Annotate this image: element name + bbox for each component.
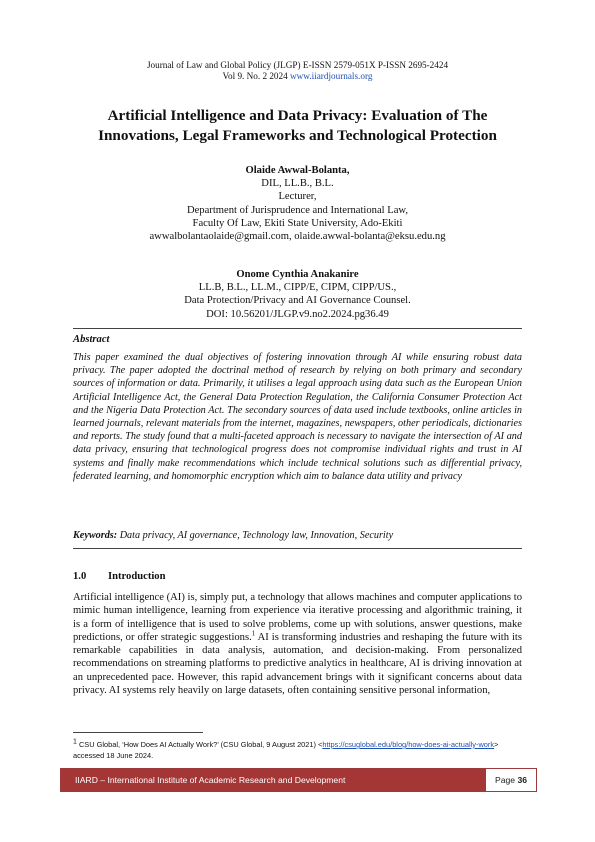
- intro-text-part-1: Artificial intelligence (AI) is, simply put, a technology that allows machines and computer applications to mimic human intelligence, learning from experience via iterative processing and algorithmic training, it is a form of intelligence that is used to solve problems, come up with solutions, answer questions, make predictions, or offer strategic suggestions.: [73, 592, 522, 643]
- footnote-ref[interactable]: 1: [251, 629, 256, 638]
- section-number: 1.0: [73, 571, 87, 582]
- keywords-bottom-rule: [73, 548, 522, 549]
- author-1-name: Olaide Awwal-Bolanta,: [245, 165, 350, 176]
- volume-text: Vol 9. No. 2 2024: [222, 71, 291, 81]
- author-1-faculty: Faculty Of Law, Ekiti State University, Ado-Ekiti: [192, 217, 403, 229]
- footnote-link[interactable]: https://csuglobal.edu/blog/how-does-ai-actually-work: [322, 740, 495, 749]
- volume-line: [0, 71, 595, 82]
- footnote-text: CSU Global, ‘How Does AI Actually Work?’ (CSU Global, 9 August 2021) <: [76, 740, 323, 749]
- author-1-emails: awwalbolantaolaide@gmail.com, olaide.awwal-bolanta@eksu.edu.ng: [149, 231, 446, 243]
- keywords-text: Data privacy, AI governance, Technology law, Innovation, Security: [117, 530, 394, 541]
- journal-url-link[interactable]: www.iiardjournals.org: [290, 71, 373, 81]
- author-2-block: [60, 268, 535, 321]
- title-line-2: Innovations, Legal Frameworks and Technological Protection: [98, 127, 497, 144]
- footnote-number: 1: [73, 738, 77, 746]
- doi-line: DOI: 10.56201/JLGP.v9.no2.2024.pg36.49: [206, 308, 389, 320]
- section-title: Introduction: [108, 571, 166, 582]
- author-2-name: Onome Cynthia Anakanire: [236, 269, 359, 280]
- keywords-label: Keywords:: [73, 530, 118, 541]
- title-line-1: Artificial Intelligence and Data Privacy: Evaluation of The: [107, 107, 488, 124]
- page-footer: [60, 768, 537, 792]
- paper-title: [60, 106, 535, 146]
- author-2-role: Data Protection/Privacy and AI Governance Counsel.: [184, 295, 411, 307]
- footnote-rule: [73, 732, 203, 733]
- author-2-degrees: LL.B, B.L., LL.M., CIPP/E, CIPM, CIPP/US.,: [198, 282, 397, 294]
- author-1-role: Lecturer,: [278, 191, 317, 203]
- author-1-block: [60, 164, 535, 243]
- author-1-degrees: DIL, LL.B., B.L.: [261, 178, 334, 190]
- footer-page: [485, 769, 536, 791]
- abstract-text: This paper examined the dual objectives of fostering innovation through AI while ensuring robust data privacy. The paper adopted the doctrinal method of research by relying on both primary and secondary sources of information or data. Primarily, it utilises a legal approach using data such as the European Union Artificial Intelligence Act, the General Data Protection Regulation, the California Consumer Protection Act and the Nigeria Data Protection Act. The secondary sources of data used include textbooks, online articles in learned journals, relevant materials from the internet, magazines, newspapers, other periodicals, dictionaries and reports. The study found that a multi-faceted approach is necessary to navigate the intersection of AI and data privacy, ensuring that technological progress does not compromise individual rights and trust in AI systems and finally make recommendations which include technical solutions such as differential privacy, federated learning, and homomorphic encryption which aim to balance data utility and privacy: [73, 352, 522, 482]
- journal-header: Journal of Law and Global Policy (JLGP) E-ISSN 2579-051X P-ISSN 2695-2424: [146, 60, 449, 70]
- intro-text-part-2: AI is transforming industries and reshaping the future with its remarkable capabilities in data analysis, automation, and decision-making. From personalized recommendations on streaming platforms to predictive analytics in healthcare, AI is driving innovation at an unprecedented pace. However, this rapid advancement brings with it significant concerns about data privacy. AI systems rely heavily on large datasets, often containing sensitive personal information,: [73, 631, 522, 697]
- footer-organization: IIARD – International Institute of Academic Research and Development: [61, 769, 485, 791]
- abstract-heading: Abstract: [73, 334, 110, 345]
- page-number: 36: [517, 775, 528, 785]
- footnote: [73, 740, 522, 761]
- keywords-line: [73, 529, 522, 542]
- abstract-top-rule: [73, 328, 522, 329]
- author-1-department: Department of Jurisprudence and International Law,: [186, 204, 409, 216]
- page-label: Page: [494, 775, 518, 785]
- footnote-accessed: > accessed 18 June 2024.: [73, 740, 499, 760]
- introduction-paragraph: [73, 591, 522, 697]
